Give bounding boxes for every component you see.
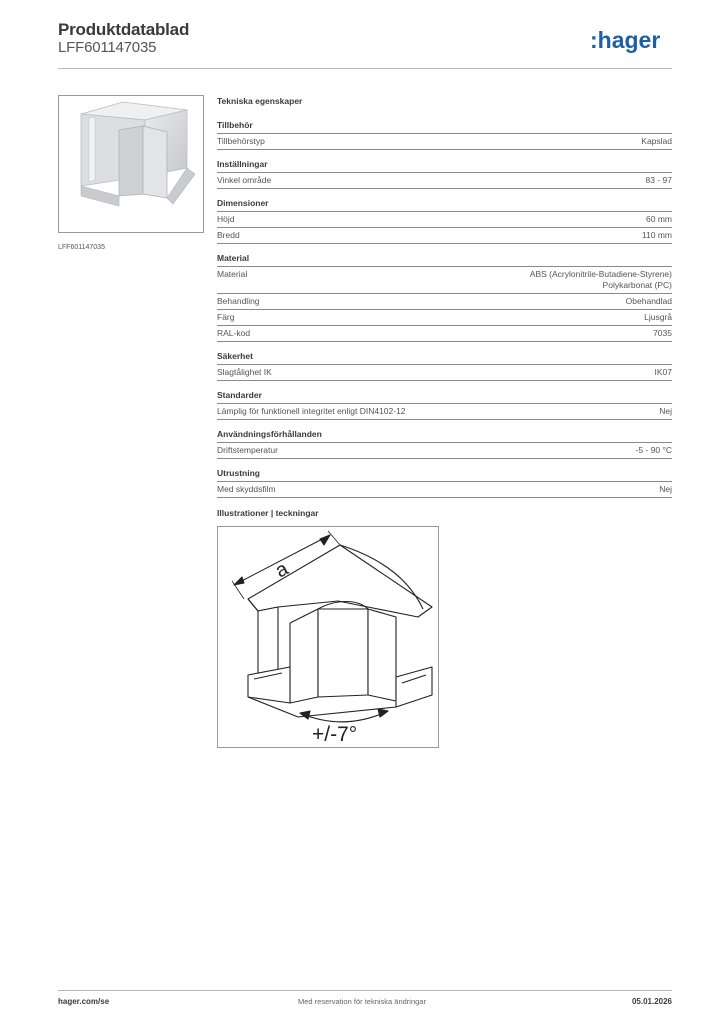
spec-value: Nej	[659, 484, 672, 494]
spec-value: Kapslad	[641, 136, 672, 146]
header-divider	[58, 68, 672, 69]
spec-row	[217, 134, 672, 150]
spec-label: Slagtålighet IK	[217, 367, 272, 377]
spec-group-standards	[217, 390, 672, 420]
specs-title: Tekniska egenskaper	[217, 96, 303, 106]
spec-label: Material	[217, 269, 248, 279]
spec-group-title: Standarder	[217, 390, 672, 404]
product-code: LFF601147035	[58, 39, 157, 56]
spec-group-safety	[217, 351, 672, 381]
spec-group-title: Användningsförhållanden	[217, 429, 672, 443]
spec-group-title: Säkerhet	[217, 351, 672, 365]
footer-disclaimer: Med reservation för tekniska ändringar	[298, 997, 426, 1006]
spec-row	[217, 404, 672, 420]
footer-divider	[58, 990, 672, 991]
spec-group-material	[217, 253, 672, 342]
hager-logo	[590, 28, 672, 54]
logo-text: :hager	[590, 28, 661, 53]
spec-value: -5 - 90 °C	[635, 445, 672, 455]
dimension-label-a: a	[271, 557, 292, 583]
spec-group-dimensions	[217, 198, 672, 244]
spec-value: Obehandlad	[625, 296, 672, 306]
spec-label: Driftstemperatur	[217, 445, 278, 455]
spec-label: Färg	[217, 312, 235, 322]
inner-corner-photo	[59, 96, 203, 232]
illustrations-title: Illustrationer | teckningar	[217, 508, 319, 518]
spec-value: 83 - 97	[645, 175, 672, 185]
spec-value: 60 mm	[646, 214, 672, 224]
spec-row	[217, 228, 672, 244]
spec-row	[217, 482, 672, 498]
spec-label: Med skyddsfilm	[217, 484, 276, 494]
spec-label: Tillbehörstyp	[217, 136, 265, 146]
spec-row	[217, 173, 672, 189]
spec-group-title: Material	[217, 253, 672, 267]
spec-group-title: Utrustning	[217, 468, 672, 482]
spec-row	[217, 365, 672, 381]
footer-date: 05.01.2026	[631, 997, 672, 1006]
footer-website-link[interactable]: hager.com/se	[58, 997, 110, 1006]
spec-label: Vinkel område	[217, 175, 272, 185]
spec-group-conditions	[217, 429, 672, 459]
spec-group-title: Tillbehör	[217, 120, 672, 134]
spec-value: 110 mm	[641, 230, 672, 240]
spec-value: ABS (Acrylonitrile-Butadiene-Styrene) Polykarbonat (PC)	[529, 269, 672, 290]
spec-label: Lämplig för funktionell integritet enligt DIN4102-12	[217, 406, 406, 416]
spec-value: Nej	[659, 406, 672, 416]
spec-row	[217, 443, 672, 459]
spec-group-accessory	[217, 120, 672, 150]
spec-label: Höjd	[217, 214, 235, 224]
spec-label: Behandling	[217, 296, 260, 306]
angle-label: +/-7°	[312, 723, 358, 746]
product-image-caption: LFF601147035	[58, 244, 105, 251]
page-header	[58, 20, 672, 68]
spec-group-settings	[217, 159, 672, 189]
spec-label: Bredd	[217, 230, 240, 240]
spec-group-title: Dimensioner	[217, 198, 672, 212]
technical-drawing	[218, 527, 438, 747]
spec-row	[217, 267, 672, 294]
spec-group-title: Inställningar	[217, 159, 672, 173]
spec-row	[217, 294, 672, 310]
spec-label: RAL-kod	[217, 328, 251, 338]
dimension-drawing	[217, 526, 439, 748]
spec-value: 7035	[653, 328, 672, 338]
spec-row	[217, 212, 672, 228]
spec-row	[217, 310, 672, 326]
spec-value: Ljusgrå	[644, 312, 672, 322]
technical-specs	[217, 96, 672, 507]
spec-group-equipment	[217, 468, 672, 498]
product-image	[58, 95, 204, 233]
spec-value: IK07	[654, 367, 672, 377]
document-title: Produktdatablad	[58, 20, 190, 39]
spec-row	[217, 326, 672, 342]
